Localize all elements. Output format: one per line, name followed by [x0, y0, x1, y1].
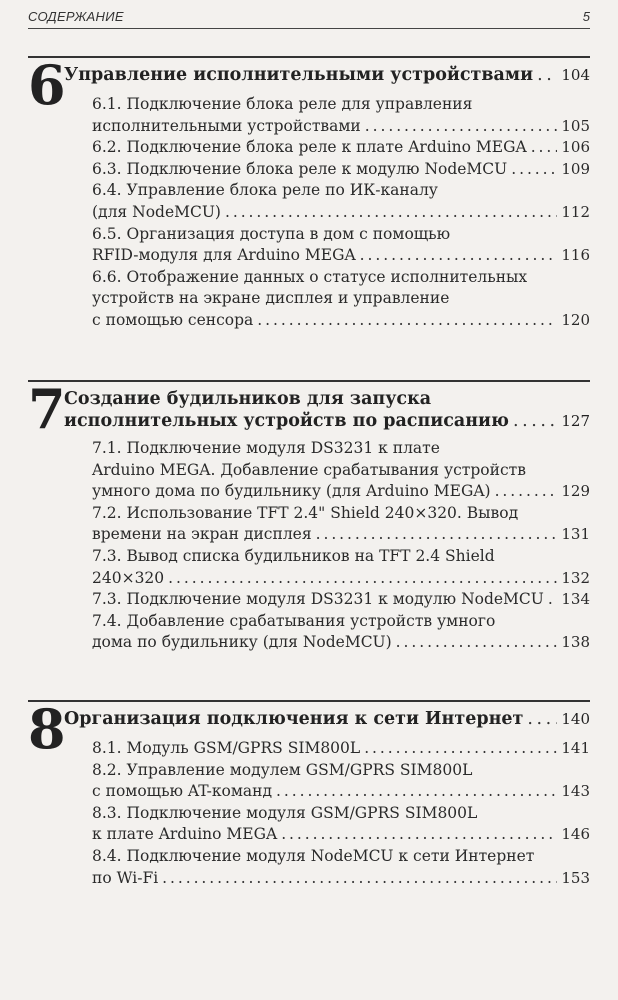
dot-leader	[316, 524, 558, 546]
dot-leader	[257, 310, 557, 332]
dot-leader	[495, 481, 558, 503]
toc-entry[interactable]	[92, 738, 590, 760]
toc-entry[interactable]	[92, 159, 590, 181]
dot-leader	[162, 868, 557, 890]
dot-leader	[276, 781, 557, 803]
chapter-7	[28, 377, 590, 652]
toc-entry-text: Arduino MEGA. Добавление срабатывания устройств	[92, 460, 526, 479]
dot-leader	[364, 738, 557, 760]
toc-entry-text: 8.2. Управление модулем GSM/GPRS SIM800L	[92, 760, 473, 779]
header-title: СОДЕРЖАНИЕ	[28, 9, 124, 24]
toc-entry-text: 8.1. Модуль GSM/GPRS SIM800L	[92, 739, 361, 757]
toc-entry-text: 240×320	[92, 568, 165, 587]
header-page-number: 5	[582, 9, 590, 24]
chapter-title[interactable]	[64, 708, 590, 730]
chapter-title-line: исполнительных устройств по расписанию	[64, 411, 509, 431]
chapter-page-number: 104	[561, 66, 590, 84]
toc-entry-text: с помощью сенсора	[92, 310, 254, 329]
toc-entry[interactable]	[92, 180, 590, 223]
chapter-title[interactable]	[64, 388, 590, 432]
running-header	[28, 6, 590, 29]
dot-leader	[511, 159, 557, 181]
toc-entry-page-number: 131	[561, 525, 590, 544]
toc-entry-text: по Wi-Fi	[92, 868, 159, 887]
dot-leader	[548, 589, 558, 611]
toc-entry-page-number: 134	[561, 590, 590, 609]
toc-entry-page-number: 138	[561, 633, 590, 652]
chapter-number: 8	[28, 697, 66, 761]
toc-entry-text: 8.4. Подключение модуля NodeMCU к сети Интернет	[92, 846, 535, 865]
toc-entry-text: 7.3. Подключение модуля DS3231 к модулю NodeMCU	[92, 590, 544, 609]
toc-entry-text: RFID-модуля для Arduino MEGA	[92, 246, 356, 265]
dot-leader	[527, 708, 557, 730]
dot-leader	[281, 824, 557, 846]
toc-entry-text: 7.1. Подключение модуля DS3231 к плате	[92, 439, 440, 457]
chapter-title-line: Создание будильников для запуска	[64, 389, 432, 409]
toc-entry-page-number: 132	[561, 568, 590, 587]
toc-entry-page-number: 120	[561, 310, 590, 329]
toc-entry-text: дома по будильнику (для NodeMCU)	[92, 633, 392, 652]
toc-entry-text: устройств на экране дисплея и управление	[92, 289, 450, 308]
toc-entry[interactable]	[92, 760, 590, 803]
chapter-divider	[28, 700, 590, 702]
chapter-page-number: 140	[561, 710, 590, 728]
toc-entry-page-number: 143	[561, 782, 590, 801]
toc-entry-text: (для NodeMCU)	[92, 202, 221, 221]
toc-entry-text: умного дома по будильнику (для Arduino MEGA)	[92, 482, 491, 501]
dot-leader	[225, 202, 557, 224]
toc-entry-text: 7.4. Добавление срабатывания устройств умного	[92, 611, 496, 630]
toc-entry-page-number: 146	[561, 825, 590, 844]
section-list	[92, 438, 590, 654]
toc-entry-text: 6.3. Подключение блока реле к модулю NodeMCU	[92, 159, 508, 178]
dot-leader	[513, 410, 557, 432]
toc-entry-text: 6.6. Отображение данных о статусе исполнительных	[92, 267, 528, 286]
chapter-6	[28, 53, 590, 329]
dot-leader	[396, 632, 558, 654]
toc-entry-text: к плате Arduino MEGA	[92, 825, 278, 844]
toc-entry[interactable]	[92, 137, 590, 159]
toc-entry-text: 7.2. Использование TFT 2.4" Shield 240×320. Вывод	[92, 503, 519, 522]
toc-entry[interactable]	[92, 546, 590, 589]
chapter-title[interactable]	[64, 64, 590, 86]
toc-entry-text: 6.2. Подключение блока реле к плате Arduino MEGA	[92, 138, 527, 157]
chapter-number: 6	[28, 53, 66, 117]
chapter-divider	[28, 56, 590, 58]
toc-entry[interactable]	[92, 267, 590, 332]
chapter-divider	[28, 380, 590, 382]
toc-entry-text: 6.1. Подключение блока реле для управления	[92, 95, 473, 113]
dot-leader	[360, 245, 558, 267]
toc-entry[interactable]	[92, 803, 590, 846]
chapter-title-line: Управление исполнительными устройствами	[64, 65, 534, 85]
dot-leader	[365, 116, 558, 138]
dot-leader	[531, 137, 558, 159]
toc-entry-page-number: 106	[561, 138, 590, 157]
toc-entry[interactable]	[92, 224, 590, 267]
toc-entry-page-number: 109	[561, 159, 590, 178]
toc-entry-text: 8.3. Подключение модуля GSM/GPRS SIM800L	[92, 803, 478, 822]
chapter-8	[28, 697, 590, 887]
toc-entry-page-number: 116	[561, 246, 590, 265]
toc-entry-text: времени на экран дисплея	[92, 525, 312, 544]
toc-entry[interactable]	[92, 611, 590, 654]
toc-entry-text: 6.4. Управление блока реле по ИК-каналу	[92, 181, 438, 200]
toc-entry-page-number: 153	[561, 868, 590, 887]
toc-entry-page-number: 112	[561, 202, 590, 221]
dot-leader	[537, 64, 557, 86]
toc-entry[interactable]	[92, 846, 590, 889]
chapter-page-number: 127	[561, 412, 590, 430]
toc-entry-page-number: 129	[561, 482, 590, 501]
toc-entry-page-number: 105	[561, 116, 590, 135]
toc-entry-text: 6.5. Организация доступа в дом с помощью	[92, 224, 451, 243]
chapter-title-line: Организация подключения к сети Интернет	[64, 709, 524, 729]
toc-entry-text: с помощью AT-команд	[92, 782, 273, 801]
toc-entry[interactable]	[92, 503, 590, 546]
chapter-number: 7	[28, 377, 66, 441]
dot-leader	[168, 568, 557, 590]
section-list	[92, 94, 590, 332]
section-list	[92, 738, 590, 889]
toc-entry-page-number: 141	[561, 739, 590, 757]
toc-entry-text: 7.3. Вывод списка будильников на TFT 2.4 Shield	[92, 546, 495, 565]
toc-entry[interactable]	[92, 589, 590, 611]
toc-entry-text: исполнительными устройствами	[92, 116, 361, 135]
toc-entry[interactable]	[92, 438, 590, 503]
toc-entry[interactable]	[92, 94, 590, 137]
